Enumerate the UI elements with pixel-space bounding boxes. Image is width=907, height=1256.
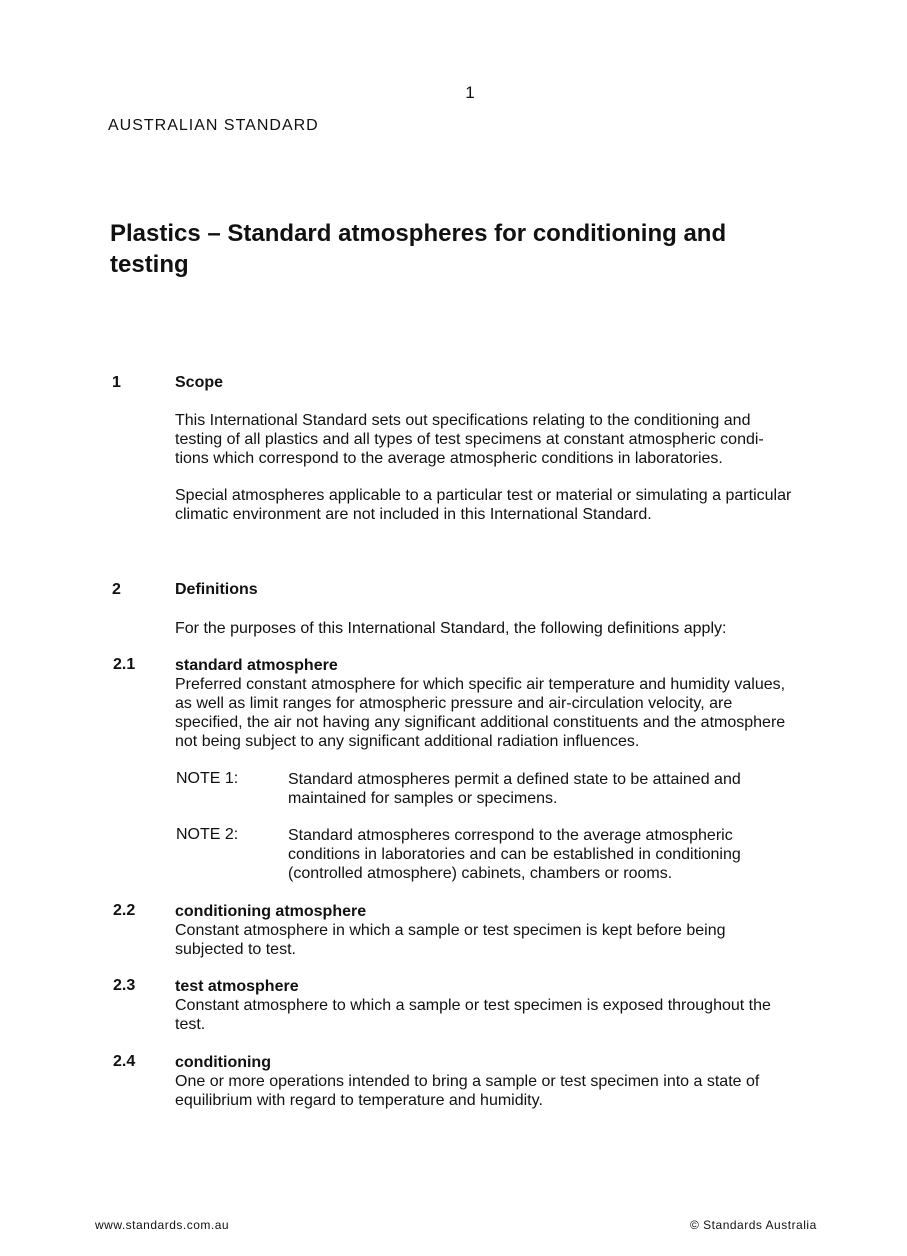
note-2-text: Standard atmospheres correspond to the average atmospheric conditions in laboratories and can be established in conditioning (controlled atmosphere) cabinets, chambers or rooms. [288, 827, 741, 882]
footer-copyright: © Standards Australia [690, 1218, 817, 1232]
section-1-heading: Scope [175, 374, 224, 391]
definition-2-1 [175, 656, 797, 751]
definition-2-2 [175, 902, 795, 959]
definition-2-2-text: Constant atmosphere in which a sample or test specimen is kept before being subjected to test. [175, 922, 726, 958]
note-1-text: Standard atmospheres permit a defined state to be attained and maintained for samples or specimens. [288, 771, 741, 807]
definition-2-1-term: standard atmosphere [175, 657, 338, 674]
definition-2-3 [175, 977, 795, 1034]
scope-paragraph-1: This International Standard sets out specifications relating to the conditioning and testing of all plastics and all types of test specimens at constant atmospheric condi-tions which correspond to the average atmospheric conditions in laboratories. [175, 412, 764, 467]
footer-website: www.standards.com.au [95, 1218, 230, 1232]
section-2-number: 2 [112, 581, 121, 598]
definition-2-2-number: 2.2 [113, 902, 136, 919]
document-type: AUSTRALIAN STANDARD [108, 117, 319, 134]
section-2-heading: Definitions [175, 581, 258, 598]
page-number: 1 [465, 83, 475, 102]
definition-2-4 [175, 1053, 795, 1110]
definition-2-4-term: conditioning [175, 1054, 271, 1071]
definition-2-1-text: Preferred constant atmosphere for which specific air temperature and humidity values, as well as limit ranges for atmospheric pressure and air-circulation velocity, are specified, the air not having any significant additional constituents and the atmosphere not being subject to any significant additional radiation influences. [175, 676, 786, 750]
note-1-label: NOTE 1: [176, 770, 239, 787]
definition-2-3-text: Constant atmosphere to which a sample or test specimen is exposed throughout the test. [175, 997, 771, 1033]
definition-2-3-number: 2.3 [113, 977, 136, 994]
scope-paragraph-2: Special atmospheres applicable to a particular test or material or simulating a particular climatic environment are not included in this International Standard. [175, 487, 792, 523]
note-2-label: NOTE 2: [176, 826, 239, 843]
definition-2-1-number: 2.1 [113, 656, 136, 673]
definition-2-4-number: 2.4 [113, 1053, 136, 1070]
definitions-intro: For the purposes of this International Standard, the following definitions apply: [175, 620, 727, 637]
definition-2-2-term: conditioning atmosphere [175, 903, 367, 920]
definition-2-4-text: One or more operations intended to bring a sample or test specimen into a state of equilibrium with regard to temperature and humidity. [175, 1073, 760, 1109]
definition-2-3-term: test atmosphere [175, 978, 299, 995]
document-title: Plastics – Standard atmospheres for conditioning and testing [110, 220, 727, 278]
section-1-number: 1 [112, 374, 121, 391]
